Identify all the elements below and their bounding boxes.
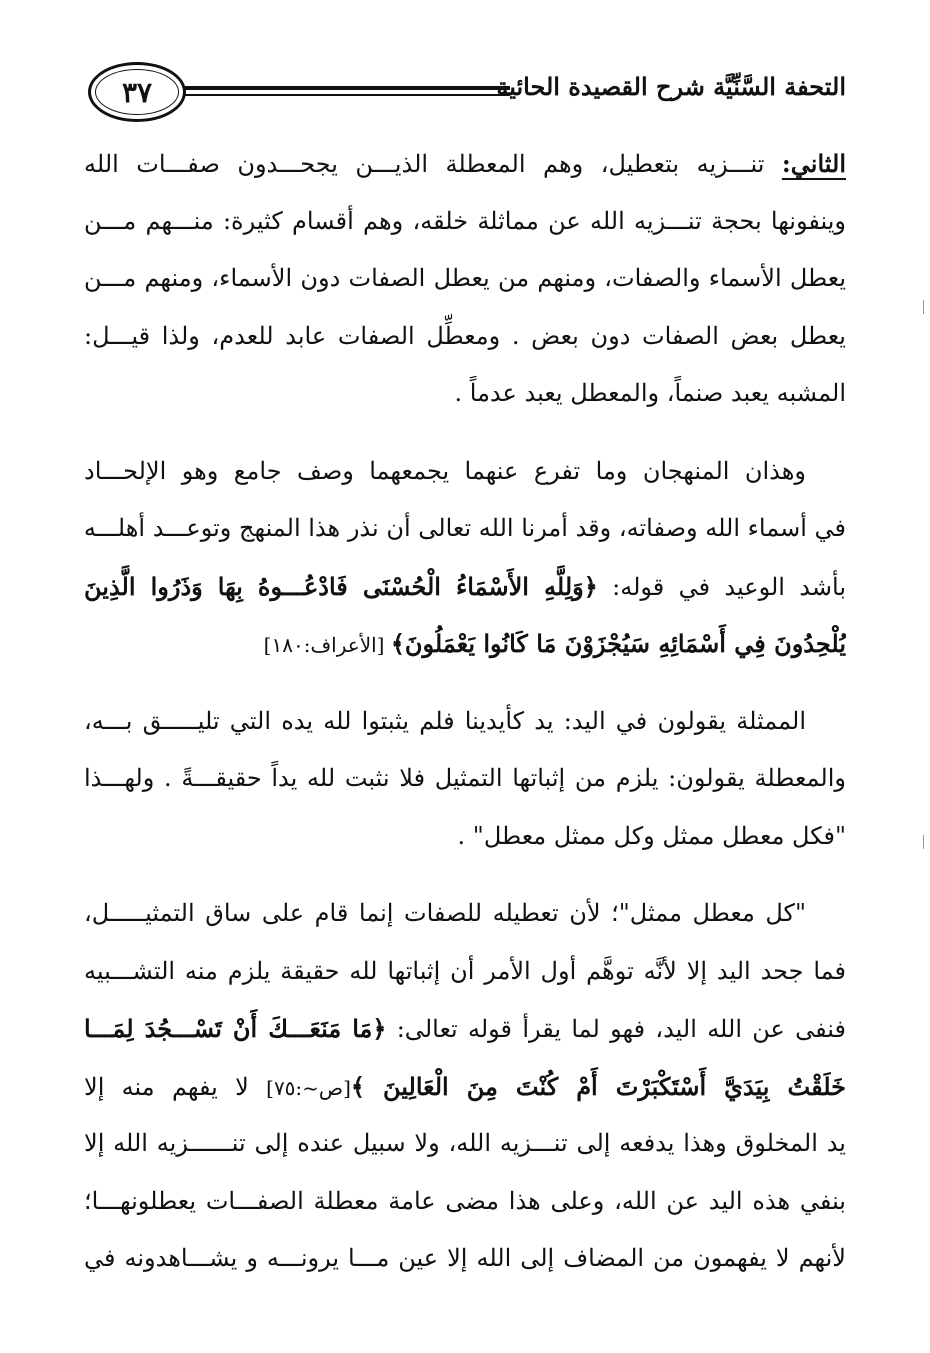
text-line [84, 1058, 846, 1116]
text-span: بأشد الوعيد في قوله: [597, 572, 846, 601]
page-number-badge [88, 62, 186, 122]
text-line: يد المخلوق وهذا يدفعه إلى تنـــزيه الله، ولا سبيل عنده إلى تنــــــزيه الله إلا [84, 1129, 846, 1157]
text-line: المشبه يعبد صنماً، والمعطل يعبد عدماً . [454, 379, 846, 407]
quran-verse: خَلَقْتُ بِيَدَيَّ أَسْتَكْبَرْتَ أَمْ كُنْتَ مِنَ الْعَالِينَ ﴾ [350, 1071, 846, 1101]
text-line: لأنهم لا يفهمون من المضاف إلى الله إلا عين مـــا يرونـــه و يشـــاهدونه في [84, 1244, 846, 1272]
page-number: ٣٧ [121, 75, 153, 109]
page-header [86, 62, 846, 132]
text-line: "فكل معطل ممثل وكل ممثل معطل" . [457, 821, 846, 850]
book-title: التحفة السَّنِّيَّة شرح القصيدة الحائية [496, 72, 846, 101]
text-line: في أسماء الله وصفاته، وقد أمرنا الله تعالى أن نذر هذا المنهج وتوعـــد أهلـــه [84, 514, 846, 542]
section-term: الثاني: [781, 149, 846, 178]
text-line: بنفي هذه اليد عن الله، وعلى هذا مضى عامة معطلة الصفـــات يعطلونهـــا؛ [84, 1186, 846, 1215]
quran-verse: ﴿وَلِلَّهِ الأَسْمَاءُ الْحُسْنَى فَادْعُـــوهُ بِهَا وَذَرُوا الَّذِينَ [84, 571, 598, 601]
verse-reference: [ص~:٧٥] [266, 1075, 351, 1100]
text-span: لا يفهم منه إلا [84, 1072, 267, 1101]
text-line: والمعطلة يقولون: يلزم من إثباتها التمثيل فلا نثبت لله يداً حقيقـــةً . ولهـــذا [84, 764, 846, 792]
scan-margin-mark [923, 835, 924, 849]
scan-margin-mark [923, 300, 924, 314]
text-line: وينفونها بحجة تنـــزيه الله عن مماثلة خلقه، وهم أقسام كثيرة: منـــهم مـــن [84, 206, 846, 235]
text-line: "كل معطل ممثل"؛ لأن تعطيله للصفات إنما قام على ساق التمثيـــــل، [84, 899, 806, 927]
header-rule [184, 86, 510, 90]
quran-verse: ﴿مَا مَنَعَـــكَ أَنْ تَسْـــجُدَ لِمَـــا [84, 1014, 387, 1043]
text-span: فنفى عن الله اليد، فهو لما يقرأ قوله تعالى: [386, 1015, 846, 1043]
text-line: يعطل بعض الصفات دون بعض . ومعطِّل الصفات عابد للعدم، ولذا قيـــل: [84, 321, 846, 350]
text-line [84, 1000, 846, 1058]
page-body [84, 135, 846, 1288]
text-line: وهذان المنهجان وما تفرع عنهما يجمعهما وصف جامع وهو الإلحـــاد [84, 456, 806, 485]
verse-reference: [الأعراف:١٨٠] [263, 633, 391, 657]
quran-verse: يُلْحِدُونَ فِي أَسْمَائِهِ سَيُجْزَوْنَ مَا كَانُوا يَعْمَلُونَ﴾ [390, 629, 846, 658]
header-rule-thin [184, 94, 510, 96]
text-line [84, 135, 846, 193]
text-line [84, 615, 846, 673]
text-span: تنـــزيه بتعطيل، وهم المعطلة الذيـــن يجحـــدون صفـــات الله [84, 150, 782, 178]
text-line: يعطل الأسماء والصفات، ومنهم من يعطل الصفات دون الأسماء، ومنهم مـــن [84, 264, 846, 292]
text-line: الممثلة يقولون في اليد: يد كأيدينا فلم يثبتوا لله يده التي تليـــــق بـــه، [84, 706, 806, 735]
text-line [84, 558, 846, 616]
text-line: فما جحد اليد إلا لأنَّه توهَّم أول الأمر أن إثباتها لله حقيقة يلزم منه التشـــبيه [84, 956, 846, 985]
